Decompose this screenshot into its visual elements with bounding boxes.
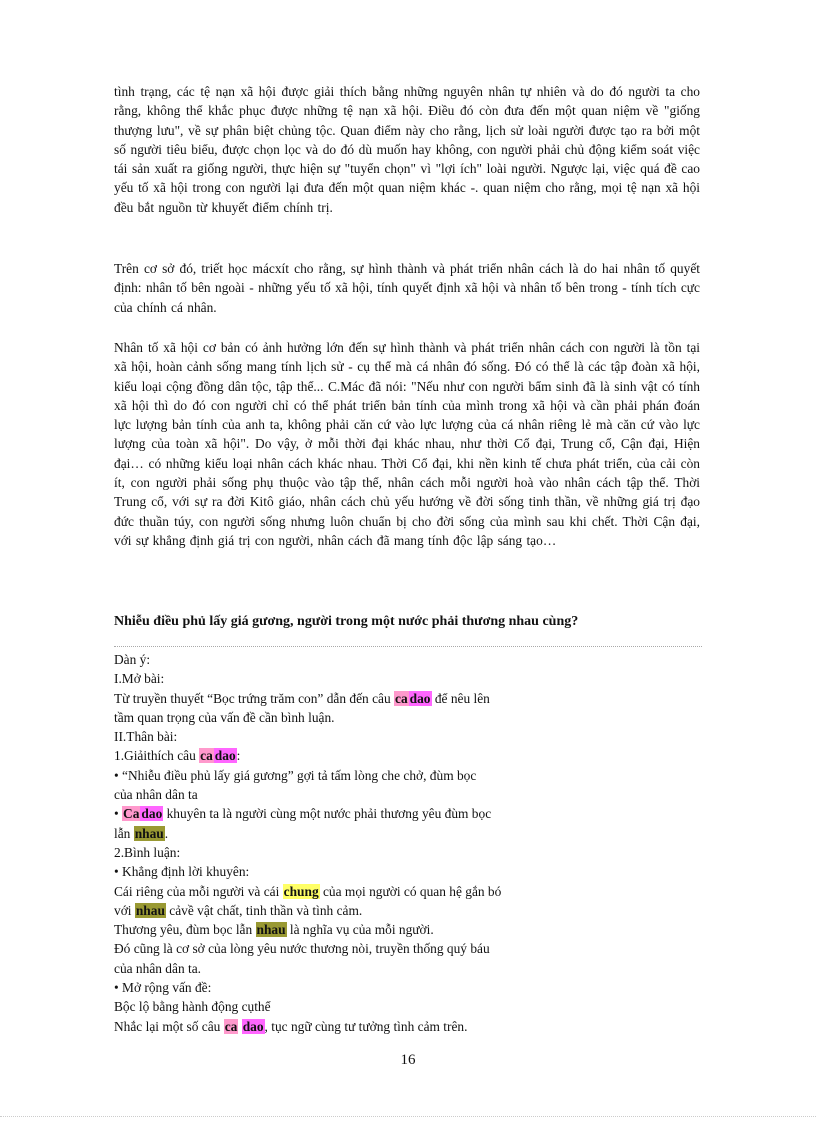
outline-text: là nghĩa vụ của mỗi người. (286, 922, 434, 938)
outline-text: Từ truyền thuyết “Bọc trứng trăm con” dẫn đến câu (114, 690, 395, 706)
outline-line: của nhân dân ta. (114, 960, 201, 976)
outline-line (114, 1017, 714, 1036)
outline-line (114, 920, 714, 939)
outline-text: . (164, 825, 169, 841)
highlight-dao: dao (214, 748, 236, 764)
body-paragraph-2: Trên cơ sở đó, triết học mácxít cho rằng, sự hình thành và phát triển nhân cách là do hai nhân tố quyết định: nhân tố bên ngoài - những yếu tố xã hội, tính quyết định xã hội và nhân tố bên trong - tính tích cực của chính cá nhân. (114, 261, 700, 315)
outline-line (114, 804, 714, 823)
outline-text: : (236, 748, 241, 764)
highlight-ca: ca (395, 690, 408, 706)
outline-line (114, 824, 714, 843)
body-paragraph-1: tình trạng, các tệ nạn xã hội được giải thích bằng những nguyên nhân tự nhiên và do đó người ta cho rằng, không thể khắc phục được những tệ nạn xã hội. Điều đó còn đưa đến một quan niệm về "giống thượng lưu", về sự phân biệt chủng tộc. Quan điểm này cho rằng, lịch sử loài người được tạo ra bởi một số người tiêu biểu, được chọn lọc và do đó dù muốn hay không, con người phải chủ động kiểm soát việc tái sản xuất ra giống người, thực hiện sự "tuyển chọn" vì "lợi ích" loài người. Ngược lại, việc quá đề cao yếu tố xã hội trong con người lại đưa đến một quan niệm khác -. quan niệm cho rằng, mọi tệ nạn xã hội đều bắt nguồn từ khuyết điểm chính trị. (114, 84, 700, 215)
highlight-ca: ca (200, 748, 213, 764)
page-bottom-divider (0, 1116, 816, 1117)
outline-text: lẫn (114, 825, 134, 841)
outline-text: khuyên ta là người cùng một nước phải thương yêu đùm bọc (163, 806, 492, 822)
outline-intro-heading: I.Mở bài: (114, 671, 165, 687)
outline-section (114, 650, 714, 1036)
outline-line: • “Nhiễu điều phủ lấy giá gương” gợi tả tấm lòng che chở, đùm bọc (114, 767, 477, 783)
outline-text: để nêu lên (431, 690, 490, 706)
outline-text: 1.Giảithích câu (114, 748, 200, 764)
highlight-nhau: nhau (134, 825, 164, 841)
outline-line: tầm quan trọng của vấn đề cần bình luận. (114, 709, 335, 725)
highlight-ca: ca (224, 1018, 238, 1034)
outline-text: Cái riêng của mỗi người và cái (114, 883, 283, 899)
outline-text: , tục ngữ cùng tư tưởng tình cảm trên. (264, 1018, 468, 1034)
outline-line (114, 901, 714, 920)
outline-line (114, 882, 714, 901)
outline-text: của mọi người có quan hệ gắn bó (319, 883, 502, 899)
bullet: • (114, 806, 123, 822)
outline-commentary-heading: 2.Bình luận: (114, 844, 181, 860)
outline-body-heading: II.Thân bài: (114, 729, 178, 745)
outline-text: cảvề vật chất, tinh thần và tình cảm. (165, 902, 363, 918)
outline-line: của nhân dân ta (114, 787, 198, 803)
page-number: 16 (400, 1052, 416, 1068)
highlight-dao: dao (242, 1018, 264, 1034)
highlight-dao: dao (409, 690, 431, 706)
heading-divider (114, 646, 702, 647)
outline-line: • Khẳng định lời khuyên: (114, 864, 250, 880)
outline-line (114, 689, 714, 708)
section-heading: Nhiễu điều phủ lấy giá gương, người trong một nước phải thương nhau cùng? (114, 614, 579, 629)
outline-title: Dàn ý: (114, 652, 151, 667)
highlight-nhau: nhau (135, 902, 165, 918)
outline-line: • Mở rộng vấn đề: (114, 980, 212, 996)
highlight-nhau: nhau (256, 922, 286, 938)
outline-text: Thương yêu, đùm bọc lẫn (114, 922, 256, 938)
highlight-chung: chung (283, 883, 319, 899)
outline-text: với (114, 902, 135, 918)
highlight-dao: dao (141, 806, 163, 822)
highlight-ca: Ca (123, 806, 140, 822)
outline-line: Bộc lộ bằng hành động cụthể (114, 999, 271, 1015)
outline-line (114, 746, 714, 765)
outline-line: Đó cũng là cơ sở của lòng yêu nước thương nòi, truyền thống quý báu (114, 941, 490, 957)
outline-text: Nhắc lại một số câu (114, 1018, 224, 1034)
body-paragraph-3: Nhân tố xã hội cơ bản có ảnh hưởng lớn đến sự hình thành và phát triển nhân cách con người là tồn tại xã hội, hoàn cảnh sống mang tính lịch sử - cụ thể mà cá nhân đó sống. Đó có thể là các tập đoàn xã hội, kiểu loại cộng đồng dân tộc, tập thể... C.Mác đã nói: "Nếu như con người bẩm sinh đã là sinh vật có tính xã hội thì do đó con người chỉ có thể phát triển bản tính của mình trong xã hội và cần phải phán đoán lực lượng bản tính của anh ta, không phải căn cứ vào lực lượng của cá nhân riêng lẻ mà căn cứ vào lực lượng của toàn xã hội". Do vậy, ở mỗi thời đại khác nhau, như thời Cổ đại, Trung cổ, Cận đại, Hiện đại… có những kiểu loại nhân cách khác nhau. Thời Cổ đại, khi nền kinh tế chưa phát triển, của cải còn ít, con người phải sống phụ thuộc vào tập thể, nhân cách mỗi người hoà vào nhân cách tập thể. Thời Trung cổ, với sự ra đời Kitô giáo, nhân cách chủ yếu hướng về đời sống tinh thần, về những giá trị đạo đức thuần túy, con người sống nhưng luôn chuẩn bị cho đời sống của mình sau khi chết. Thời Cận đại, với sự khẳng định giá trị con người, nhân cách đã mang tính độc lập sáng tạo… (114, 340, 700, 548)
